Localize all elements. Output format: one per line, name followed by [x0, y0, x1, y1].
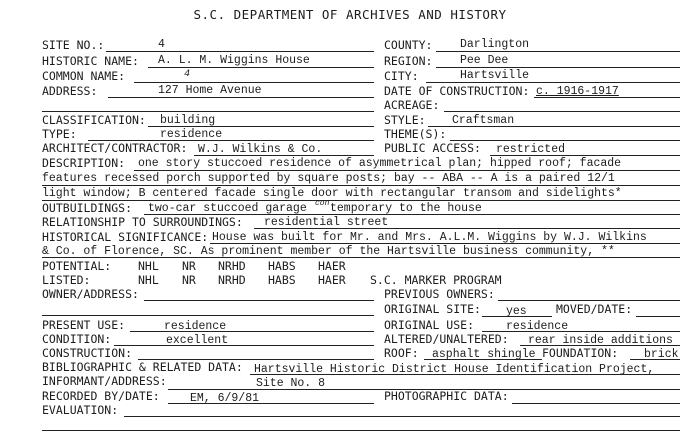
- roof-label: ROOF:: [384, 346, 419, 360]
- address-correction-mark: 4: [184, 69, 191, 80]
- listed-option-haer[interactable]: HAER: [318, 273, 346, 287]
- potential-label: POTENTIAL:: [42, 259, 112, 273]
- architect-label: ARCHITECT/CONTRACTOR:: [42, 141, 188, 155]
- marker-program-label: S.C. MARKER PROGRAM: [370, 273, 502, 287]
- recorded-by-line: [168, 403, 374, 404]
- description-line-3-rule: [42, 200, 680, 201]
- listed-option-nr[interactable]: NR: [182, 273, 196, 287]
- original-site-line: [482, 316, 552, 317]
- historic-name-line: [148, 67, 374, 68]
- historical-significance-line-2: & Co. of Florence, SC. As prominent member of the Hartsville business community, **: [42, 245, 615, 258]
- moved-date-line: [636, 316, 680, 317]
- classification-value: building: [160, 114, 216, 127]
- address-label: ADDRESS:: [42, 84, 98, 98]
- region-value: Pee Dee: [460, 54, 509, 67]
- historical-significance-line-1-rule: [210, 243, 680, 244]
- relationship-value: residential street: [264, 216, 389, 229]
- public-access-label: PUBLIC ACCESS:: [384, 141, 481, 155]
- owner-address-line: [144, 300, 374, 301]
- classification-label: CLASSIFICATION:: [42, 113, 146, 127]
- description-line-2: features recessed porch supported by square posts; bay -- ABA -- A is a paired 12/1: [42, 172, 615, 185]
- previous-owners-label: PREVIOUS OWNERS:: [384, 287, 495, 301]
- potential-option-nr[interactable]: NR: [182, 259, 196, 273]
- site-no-value: 4: [158, 38, 165, 51]
- county-value: Darlington: [460, 38, 530, 51]
- address-value: 127 Home Avenue: [158, 84, 262, 97]
- foundation-line: [630, 359, 680, 360]
- bibliographic-label: BIBLIOGRAPHIC & RELATED DATA:: [42, 360, 243, 374]
- potential-option-nhl[interactable]: NHL: [138, 259, 159, 273]
- owner-address-label: OWNER/ADDRESS:: [42, 287, 139, 301]
- description-line-1: one story stuccoed residence of asymmetrical plan; hipped roof; facade: [138, 157, 622, 170]
- site-no-label: SITE NO.:: [42, 38, 105, 52]
- informant-label: INFORMANT/ADDRESS:: [42, 374, 167, 388]
- description-label: DESCRIPTION:: [42, 156, 126, 170]
- date-of-construction-label: DATE OF CONSTRUCTION:: [384, 84, 530, 98]
- owner-address-line-2: [42, 315, 374, 316]
- historical-significance-label: HISTORICAL SIGNIFICANCE:: [42, 230, 209, 244]
- listed-label: LISTED:: [42, 273, 91, 287]
- public-access-value: restricted: [496, 143, 566, 156]
- original-use-line: [482, 331, 680, 332]
- recorded-by-value: EM, 6/9/81: [190, 392, 260, 405]
- potential-option-haer[interactable]: HAER: [318, 259, 346, 273]
- description-line-1-rule: [134, 170, 680, 171]
- listed-option-nrhd[interactable]: NRHD: [218, 273, 246, 287]
- potential-option-nrhd[interactable]: NRHD: [218, 259, 246, 273]
- historical-significance-line-2-rule: [42, 257, 680, 258]
- original-site-label: ORIGINAL SITE:: [384, 302, 481, 316]
- altered-value: rear inside additions: [528, 334, 673, 347]
- roof-value: asphalt shingle: [432, 348, 536, 361]
- bibliographic-value: Hartsville Historic District House Identification Project,: [254, 363, 655, 376]
- architect-line: [194, 155, 374, 156]
- outbuildings-value-b: temporary to the house: [330, 202, 482, 215]
- bibliographic-line: [250, 374, 680, 375]
- recorded-by-label: RECORDED BY/DATE:: [42, 389, 160, 403]
- relationship-label: RELATIONSHIP TO SURROUNDINGS:: [42, 215, 243, 229]
- architect-value: W.J. Wilkins & Co.: [198, 143, 323, 156]
- evaluation-line-2: [42, 430, 680, 431]
- outbuildings-label: OUTBUILDINGS:: [42, 201, 133, 215]
- potential-option-habs[interactable]: HABS: [268, 259, 296, 273]
- condition-line: [114, 345, 374, 346]
- themes-line: [450, 140, 680, 141]
- date-of-construction-line: [534, 97, 680, 98]
- style-value: Craftsman: [452, 114, 515, 127]
- description-line-3: light window; B centered facade single door with rectangular transom and sidelights*: [42, 187, 622, 200]
- style-label: STYLE:: [384, 113, 426, 127]
- acreage-line: [444, 111, 680, 112]
- county-label: COUNTY:: [384, 38, 433, 52]
- moved-date-label: MOVED/DATE:: [556, 302, 633, 316]
- altered-label: ALTERED/UNALTERED:: [384, 332, 509, 346]
- region-label: REGION:: [384, 54, 433, 68]
- previous-owners-line: [498, 300, 680, 301]
- relationship-line: [254, 228, 680, 229]
- themes-label: THEME(S):: [384, 127, 447, 141]
- listed-option-habs[interactable]: HABS: [268, 273, 296, 287]
- evaluation-line-1: [124, 416, 680, 417]
- classification-top-line: [42, 111, 374, 112]
- address-line: [108, 97, 374, 98]
- photographic-label: PHOTOGRAPHIC DATA:: [384, 389, 509, 403]
- listed-option-nhl[interactable]: NHL: [138, 273, 159, 287]
- present-use-line: [130, 331, 374, 332]
- historic-name-value: A. L. M. Wiggins House: [158, 54, 310, 67]
- type-label: TYPE:: [42, 127, 77, 141]
- photographic-line: [512, 403, 680, 404]
- region-line: [436, 67, 680, 68]
- common-name-line: [134, 82, 374, 83]
- city-value: Hartsville: [460, 69, 530, 82]
- informant-value: Site No. 8: [256, 377, 326, 390]
- classification-line: [148, 126, 374, 127]
- type-value: residence: [160, 128, 223, 141]
- description-line-2-rule: [42, 185, 680, 186]
- acreage-label: ACREAGE:: [384, 98, 440, 112]
- outbuildings-value-a: two-car stuccoed garage: [148, 202, 307, 215]
- original-use-value: residence: [506, 320, 569, 333]
- county-line: [436, 51, 680, 52]
- historic-name-label: HISTORIC NAME:: [42, 54, 139, 68]
- outbuildings-insert-mark: con: [315, 199, 330, 208]
- condition-value: excellent: [166, 334, 229, 347]
- city-label: CITY:: [384, 69, 419, 83]
- foundation-label: FOUNDATION:: [542, 346, 619, 360]
- roof-line: [424, 359, 542, 360]
- public-access-line: [490, 155, 680, 156]
- form-title: S.C. DEPARTMENT OF ARCHIVES AND HISTORY: [193, 7, 507, 22]
- foundation-value: brick: [644, 348, 679, 361]
- historical-significance-line-1: House was built for Mr. and Mrs. A.L.M. Wiggins by W.J. Wilkins: [212, 231, 647, 244]
- common-name-label: COMMON NAME:: [42, 69, 126, 83]
- original-use-label: ORIGINAL USE:: [384, 318, 475, 332]
- city-line: [426, 82, 680, 83]
- construction-label: CONSTRUCTION:: [42, 346, 133, 360]
- evaluation-label: EVALUATION:: [42, 403, 119, 417]
- date-of-construction-value: c. 1916-1917: [536, 85, 619, 98]
- style-line: [428, 126, 680, 127]
- site-no-line: [106, 51, 374, 52]
- present-use-value: residence: [164, 320, 227, 333]
- present-use-label: PRESENT USE:: [42, 318, 126, 332]
- condition-label: CONDITION:: [42, 332, 112, 346]
- original-site-value: yes: [506, 305, 527, 318]
